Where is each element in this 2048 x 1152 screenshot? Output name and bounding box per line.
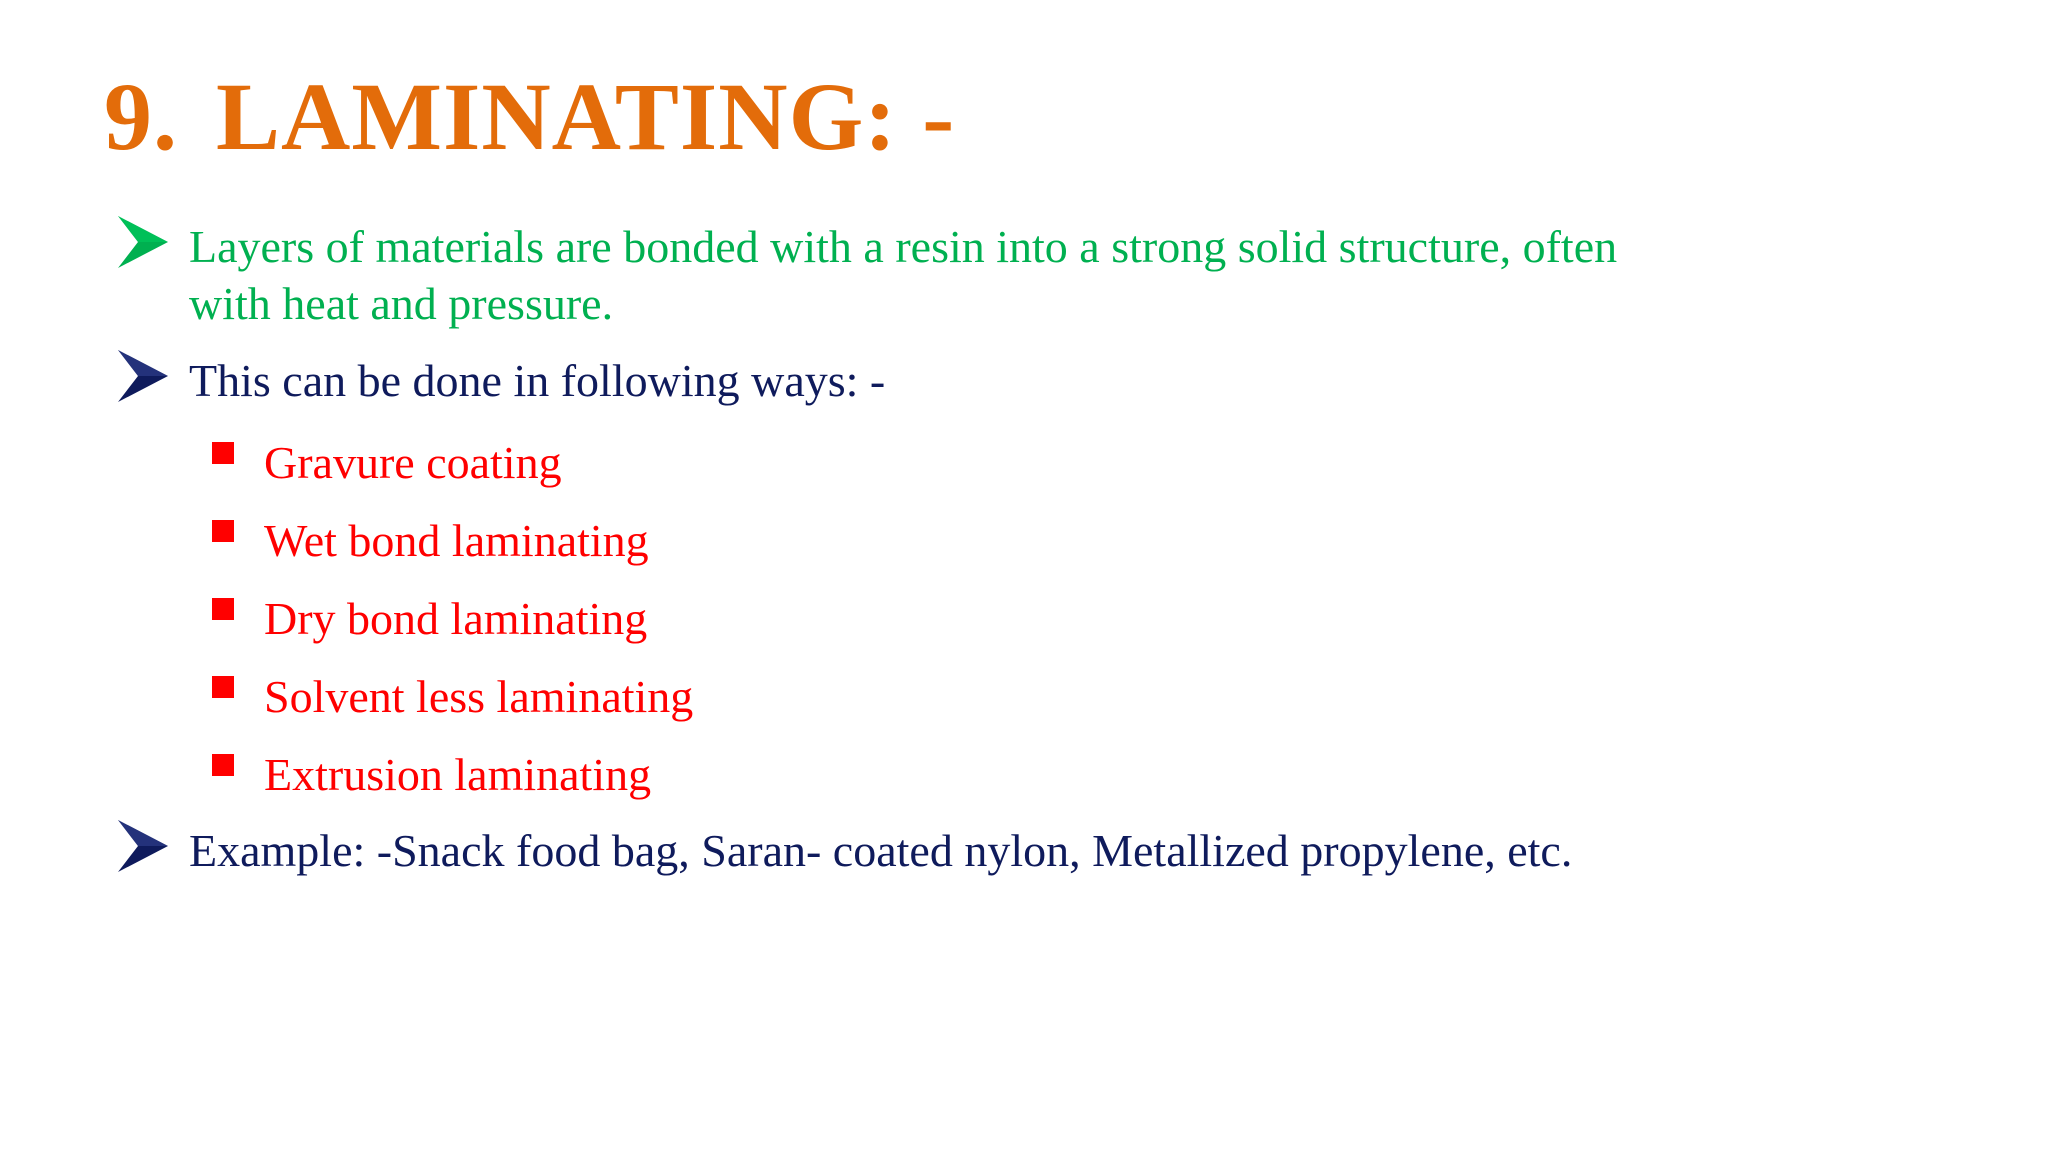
square-bullet-icon <box>212 754 234 776</box>
sub-item-text: Extrusion laminating <box>264 749 652 800</box>
sub-item <box>0 664 2048 724</box>
bullet-text-line: Layers of materials are bonded with a resin into a strong solid structure, often <box>189 221 1618 272</box>
sub-item <box>0 430 2048 490</box>
square-bullet-icon <box>212 442 234 464</box>
square-bullet-icon <box>212 520 234 542</box>
sub-item-text: Gravure coating <box>264 437 562 488</box>
bullet-text <box>189 218 1749 332</box>
title-number: 9. <box>104 63 178 170</box>
bullet-text: Example: -Snack food bag, Saran- coated nylon, Metallized propylene, etc. <box>189 825 1573 876</box>
bullet-text-line: with heat and pressure. <box>189 278 614 329</box>
sub-item <box>0 586 2048 646</box>
sub-item <box>0 742 2048 802</box>
sub-item <box>0 508 2048 568</box>
arrow-bullet-icon <box>116 816 170 876</box>
sub-item-text: Solvent less laminating <box>264 671 694 722</box>
sub-item-text: Dry bond laminating <box>264 593 648 644</box>
slide-title <box>104 62 955 172</box>
square-bullet-icon <box>212 676 234 698</box>
arrow-bullet-icon <box>116 346 170 406</box>
arrow-bullet-icon <box>116 212 170 272</box>
title-text: LAMINATING: - <box>216 63 956 170</box>
sub-item-text: Wet bond laminating <box>264 515 649 566</box>
square-bullet-icon <box>212 598 234 620</box>
bullet-text: This can be done in following ways: - <box>189 355 886 406</box>
